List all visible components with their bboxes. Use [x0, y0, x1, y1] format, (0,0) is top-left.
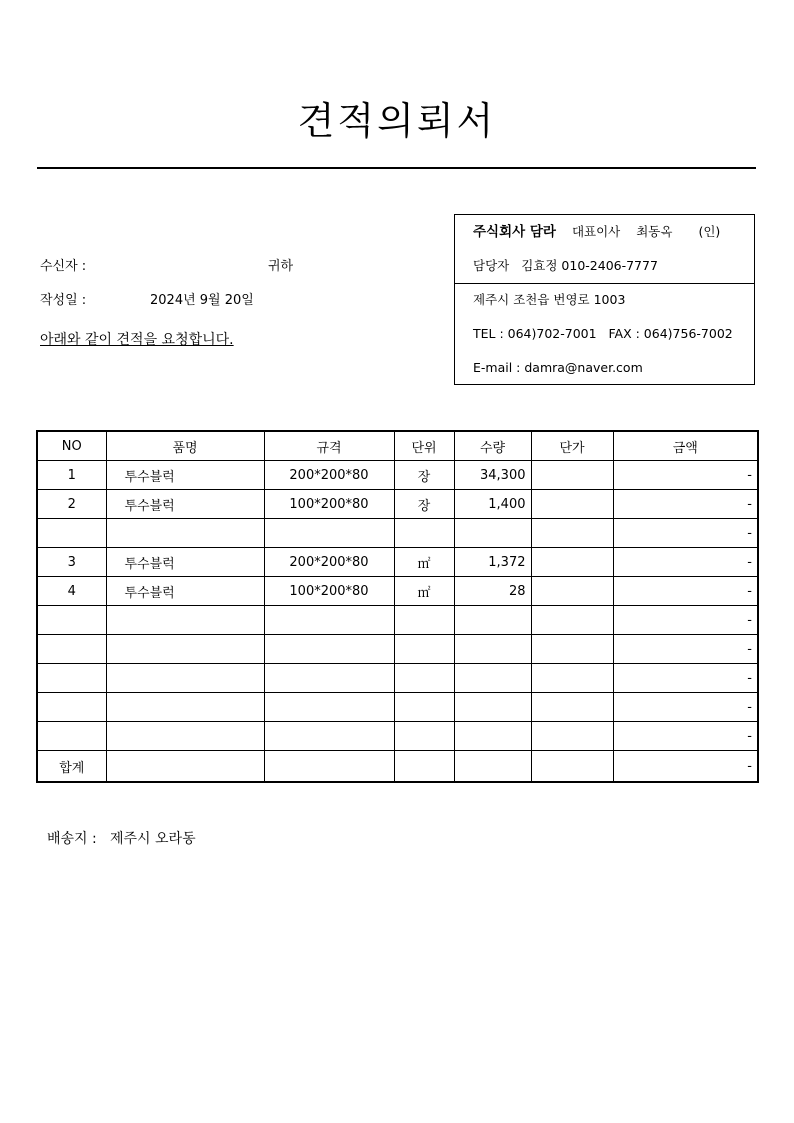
cell-amount: -: [613, 519, 758, 548]
sender-ceo-title: 대표이사: [571, 224, 621, 239]
cell-unit-price: [531, 722, 613, 751]
total-cell: [264, 751, 394, 783]
cell-spec: 100*200*80: [264, 490, 394, 519]
cell-item-name: 투수블럭: [106, 490, 264, 519]
cell-no: 2: [37, 490, 106, 519]
delivery-address: 제주시 오라동: [110, 831, 196, 847]
cell-unit: 장: [394, 461, 454, 490]
cell-amount: -: [613, 548, 758, 577]
cell-quantity: 28: [454, 577, 531, 606]
cell-unit: 장: [394, 490, 454, 519]
cell-item-name: 투수블럭: [106, 577, 264, 606]
total-amount: -: [613, 751, 758, 783]
sender-manager-line: [473, 257, 658, 275]
cell-unit-price: [531, 606, 613, 635]
cell-spec: [264, 519, 394, 548]
sender-ceo-name: 최동옥: [636, 224, 673, 239]
cell-quantity: 1,372: [454, 548, 531, 577]
table-row: [37, 693, 758, 722]
date-value: 2024년 9월 20일: [150, 293, 254, 308]
sender-company-line: [473, 223, 720, 241]
cell-spec: 200*200*80: [264, 548, 394, 577]
cell-item-name: 투수블럭: [106, 461, 264, 490]
sender-seal: (인): [698, 224, 721, 239]
cell-no: 3: [37, 548, 106, 577]
table-row: [37, 606, 758, 635]
cell-spec: 100*200*80: [264, 577, 394, 606]
cell-unit: [394, 722, 454, 751]
table-row: [37, 461, 758, 490]
sender-info-box: [454, 214, 755, 385]
cell-unit: ㎡: [394, 548, 454, 577]
sender-tel-fax: TEL : 064)702-7001 FAX : 064)756-7002: [473, 326, 733, 341]
table-header-row: [37, 431, 758, 461]
cell-quantity: 1,400: [454, 490, 531, 519]
cell-spec: [264, 693, 394, 722]
cell-no: [37, 606, 106, 635]
cell-amount: -: [613, 693, 758, 722]
items-table: [36, 430, 759, 783]
table-row: [37, 548, 758, 577]
cell-quantity: [454, 606, 531, 635]
table-row: [37, 577, 758, 606]
header-unit: 단위: [394, 431, 454, 461]
recipient-label: 수신자 :: [40, 259, 87, 274]
header-amount: 금액: [613, 431, 758, 461]
cell-quantity: [454, 635, 531, 664]
date-label: 작성일 :: [40, 293, 87, 308]
total-row: [37, 751, 758, 783]
delivery-label: 배송지 :: [47, 831, 97, 847]
cell-no: [37, 693, 106, 722]
sender-company: 주식회사 담라: [473, 224, 556, 240]
cell-quantity: [454, 519, 531, 548]
document-title: 견적의뢰서: [297, 99, 497, 143]
cell-quantity: [454, 693, 531, 722]
cell-unit: ㎡: [394, 577, 454, 606]
cell-amount: -: [613, 722, 758, 751]
cell-no: 1: [37, 461, 106, 490]
sender-box-divider: [455, 283, 754, 284]
cell-item-name: [106, 722, 264, 751]
cell-item-name: [106, 519, 264, 548]
cell-unit-price: [531, 664, 613, 693]
title-divider: [37, 167, 756, 169]
cell-amount: -: [613, 461, 758, 490]
header-spec: 규격: [264, 431, 394, 461]
cell-unit-price: [531, 519, 613, 548]
total-cell: [531, 751, 613, 783]
cell-unit-price: [531, 635, 613, 664]
cell-spec: [264, 664, 394, 693]
cell-spec: [264, 606, 394, 635]
cell-unit-price: [531, 490, 613, 519]
cell-quantity: 34,300: [454, 461, 531, 490]
cell-unit-price: [531, 577, 613, 606]
cell-spec: [264, 635, 394, 664]
cell-item-name: [106, 635, 264, 664]
cell-unit-price: [531, 461, 613, 490]
total-cell: [106, 751, 264, 783]
cell-no: [37, 722, 106, 751]
cell-spec: [264, 722, 394, 751]
header-item-name: 품명: [106, 431, 264, 461]
header-unit-price: 단가: [531, 431, 613, 461]
total-cell: [394, 751, 454, 783]
cell-no: 4: [37, 577, 106, 606]
sender-address: 제주시 조천읍 번영로 1003: [473, 292, 626, 307]
recipient-honorific: 귀하: [268, 259, 294, 274]
cell-amount: -: [613, 577, 758, 606]
cell-unit: [394, 693, 454, 722]
cell-unit: [394, 664, 454, 693]
cell-item-name: [106, 664, 264, 693]
cell-item-name: [106, 606, 264, 635]
cell-unit-price: [531, 693, 613, 722]
request-note: 아래와 같이 견적을 요청합니다.: [40, 332, 234, 348]
header-quantity: 수량: [454, 431, 531, 461]
table-row: [37, 664, 758, 693]
cell-unit: [394, 635, 454, 664]
cell-item-name: 투수블럭: [106, 548, 264, 577]
cell-amount: -: [613, 490, 758, 519]
cell-no: [37, 664, 106, 693]
cell-quantity: [454, 722, 531, 751]
header-no: NO: [37, 431, 106, 461]
cell-item-name: [106, 693, 264, 722]
cell-no: [37, 519, 106, 548]
sender-manager: 김효정 010-2406-7777: [521, 258, 658, 273]
cell-amount: -: [613, 606, 758, 635]
sender-email: E-mail : damra@naver.com: [473, 360, 643, 375]
total-label: 합계: [37, 751, 106, 783]
cell-unit: [394, 606, 454, 635]
cell-amount: -: [613, 664, 758, 693]
cell-amount: -: [613, 635, 758, 664]
table-row: [37, 490, 758, 519]
table-row: [37, 519, 758, 548]
table-row: [37, 635, 758, 664]
cell-spec: 200*200*80: [264, 461, 394, 490]
sender-manager-label: 담당자: [473, 258, 510, 273]
table-row: [37, 722, 758, 751]
cell-quantity: [454, 664, 531, 693]
cell-no: [37, 635, 106, 664]
cell-unit-price: [531, 548, 613, 577]
total-cell: [454, 751, 531, 783]
cell-unit: [394, 519, 454, 548]
